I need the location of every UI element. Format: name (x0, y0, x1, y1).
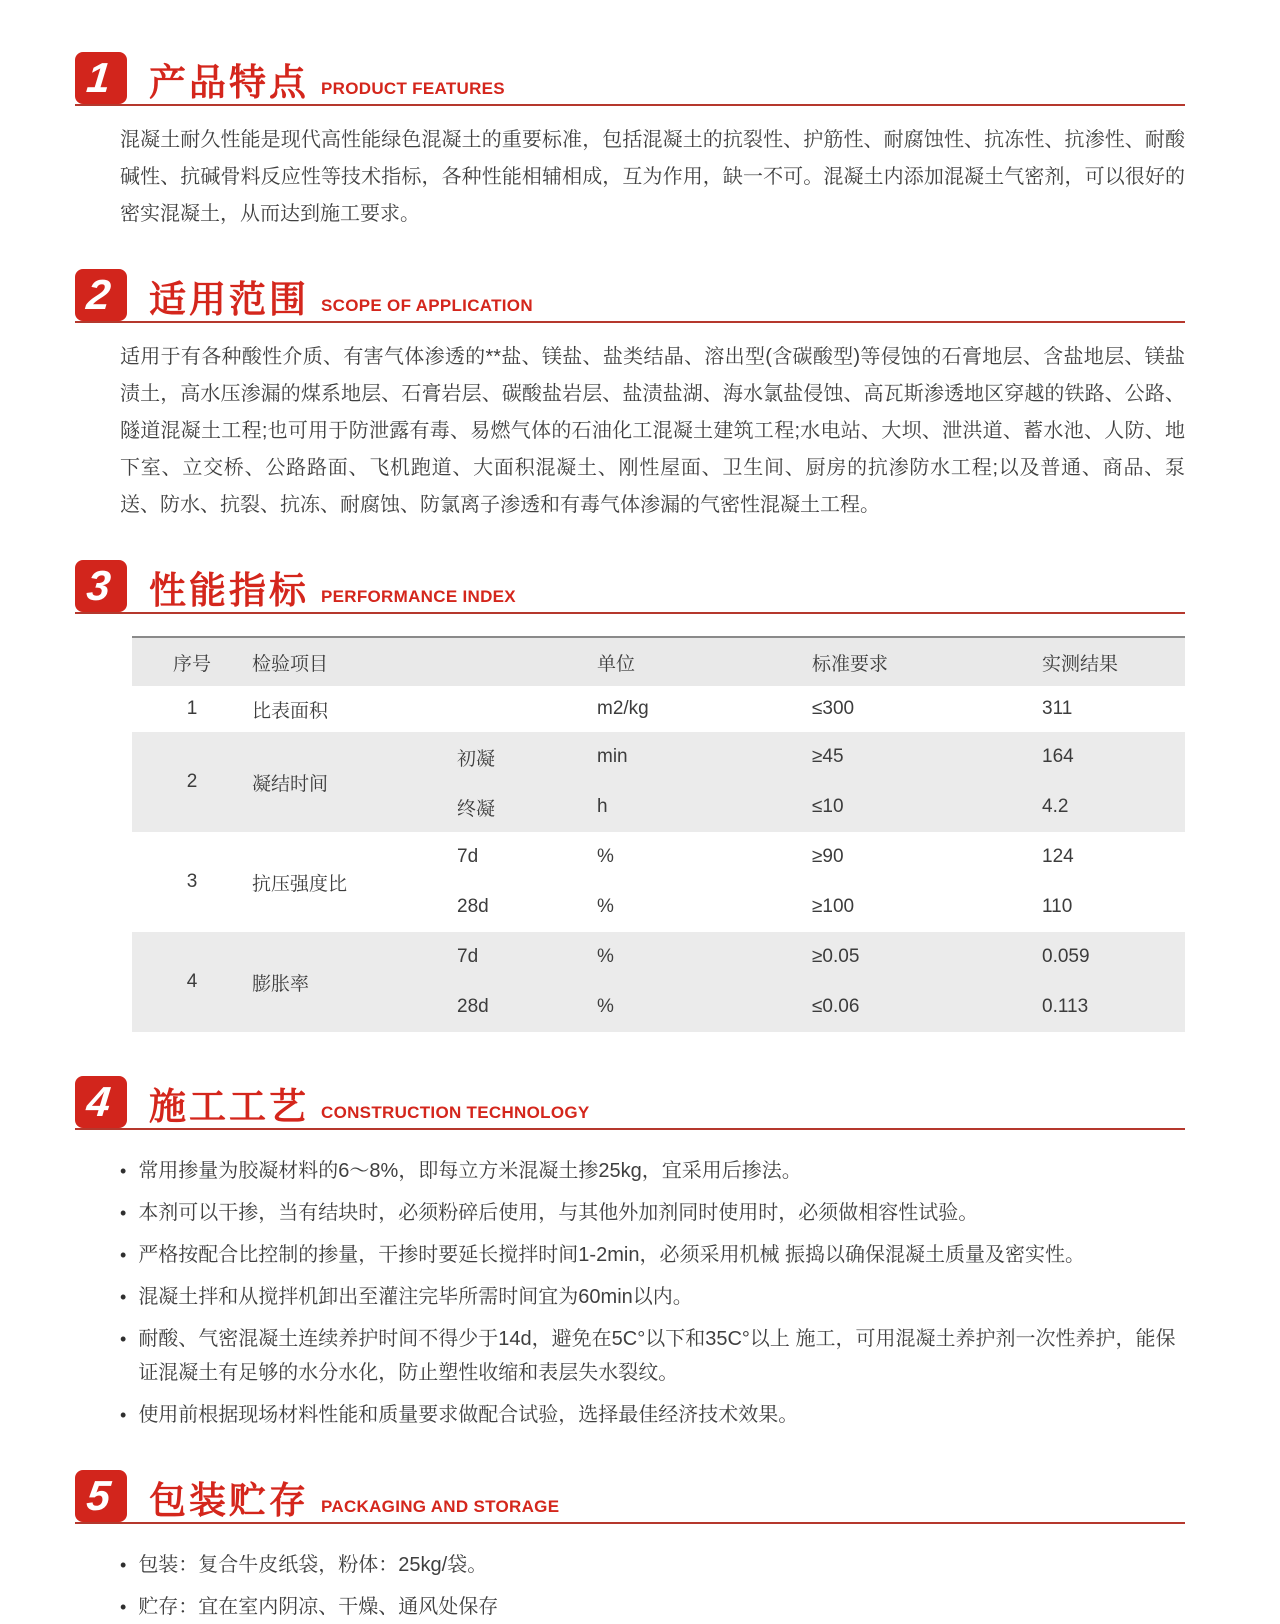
bullet-text: 本剂可以干掺，当有结块时，必须粉碎后使用，与其他外加剂同时使用时，必须做相容性试验。 (138, 1202, 979, 1224)
bullet-dot-icon: • (120, 1245, 127, 1265)
bullet-text: 贮存：宜在室内阴凉、干燥、通风处保存 (138, 1596, 499, 1618)
list-item (120, 1322, 1185, 1390)
section-number-badge (75, 269, 127, 321)
section-title-en: PACKAGING AND STORAGE (321, 1497, 560, 1516)
section-performance-index (75, 560, 1185, 1032)
table-cell: m2/kg (597, 698, 649, 719)
table-cell: 110 (1042, 896, 1073, 917)
section-title-en: PERFORMANCE INDEX (321, 587, 516, 606)
section-title-zh: 产品特点 (149, 62, 309, 103)
table-cell: 0.113 (1042, 996, 1089, 1017)
section-number: 4 (84, 1078, 114, 1125)
table-cell: % (597, 996, 614, 1017)
bullet-text: 混凝土拌和从搅拌机卸出至灌注完毕所需时间宜为60min以内。 (138, 1286, 693, 1308)
section-number: 1 (84, 54, 114, 101)
table-header-req: 标准要求 (812, 653, 889, 675)
table-row (132, 932, 1185, 1032)
performance-table (132, 636, 1185, 1032)
bullet-dot-icon: • (120, 1555, 127, 1575)
performance-table-rows (132, 686, 1185, 1032)
table-cell: min (597, 746, 628, 767)
table-header-item: 检验项目 (252, 653, 329, 675)
section-number: 2 (84, 271, 114, 318)
list-item (120, 1196, 1185, 1230)
table-cell: ≥0.05 (812, 946, 860, 967)
section-5-header (75, 1470, 1185, 1524)
table-cell: 164 (1042, 746, 1074, 767)
table-cell: 28d (457, 996, 489, 1017)
section-scope-of-application (75, 269, 1185, 524)
bullet-text: 常用掺量为胶凝材料的6～8%，即每立方米混凝土掺25kg，宜采用后掺法。 (138, 1160, 802, 1182)
table-cell: ≤10 (812, 796, 844, 817)
section-2-header (75, 269, 1185, 323)
section-number: 3 (84, 562, 114, 609)
section-title-zh: 包装贮存 (149, 1480, 309, 1521)
section-3-header (75, 560, 1185, 614)
table-cell: h (597, 796, 608, 817)
bullet-dot-icon: • (120, 1329, 127, 1349)
table-cell: 0.059 (1042, 946, 1090, 967)
bullet-dot-icon: • (120, 1597, 127, 1617)
table-cell: ≥90 (812, 846, 844, 867)
table-cell: ≥45 (812, 746, 844, 767)
section-1-paragraph: 混凝土耐久性能是现代高性能绿色混凝土的重要标准，包括混凝土的抗裂性、护筋性、耐腐蚀性、抗冻性、抗渗性、耐酸碱性、抗碱骨料反应性等技术指标，各种性能相辅相成，互为作用，缺一不可。混凝土内添加混凝土气密剂，可以很好的密实混凝土，从而达到施工要求。 (120, 129, 1185, 225)
table-cell: 311 (1042, 698, 1073, 719)
list-item (120, 1548, 1185, 1582)
table-header-unit: 单位 (597, 653, 636, 675)
table-header-row (132, 638, 1185, 686)
table-cell: ≥100 (812, 896, 855, 917)
section-title-en: PRODUCT FEATURES (321, 79, 505, 98)
bullet-dot-icon: • (120, 1405, 127, 1425)
table-cell: 4 (186, 971, 198, 992)
table-cell: 1 (186, 698, 198, 719)
table-row (132, 832, 1185, 932)
section-title-en: CONSTRUCTION TECHNOLOGY (321, 1103, 590, 1122)
bullet-text: 严格按配合比控制的掺量，干掺时要延长搅拌时间1-2min，必须采用机械 振捣以确保混凝土质量及密实性。 (138, 1244, 1086, 1266)
table-cell: 初凝 (457, 748, 496, 770)
list-item (120, 1154, 1185, 1188)
table-row (132, 686, 1185, 732)
table-cell: ≤300 (812, 698, 855, 719)
table-cell: % (597, 946, 614, 967)
construction-bullet-list (120, 1154, 1185, 1432)
section-2-paragraph: 适用于有各种酸性介质、有害气体渗透的**盐、镁盐、盐类结晶、溶出型(含碳酸型)等侵蚀的石膏地层、含盐地层、镁盐渍土，高水压渗漏的煤系地层、石膏岩层、碳酸盐岩层、盐渍盐湖、海水氯盐侵蚀、高瓦斯渗透地区穿越的铁路、公路、隧道混凝土工程;也可用于防泄露有毒、易燃气体的石油化工混凝土建筑工程;水电站、大坝、泄洪道、蓄水池、人防、地下室、立交桥、公路路面、飞机跑道、大面积混凝土、刚性屋面、卫生间、厨房的抗渗防水工程;以及普通、商品、泵送、防水、抗裂、抗冻、耐腐蚀、防氯离子渗透和有毒气体渗漏的气密性混凝土工程。 (120, 346, 1185, 516)
bullet-dot-icon: • (120, 1203, 127, 1223)
section-construction-technology (75, 1076, 1185, 1432)
table-cell: 膨胀率 (252, 973, 310, 995)
bullet-dot-icon: • (120, 1161, 127, 1181)
section-number-badge (75, 1076, 127, 1128)
list-item (120, 1398, 1185, 1432)
bullet-text: 包装：复合牛皮纸袋，粉体：25kg/袋。 (138, 1554, 488, 1576)
list-item (120, 1238, 1185, 1272)
section-title-zh: 适用范围 (149, 279, 309, 320)
section-product-features (75, 52, 1185, 233)
section-title-zh: 施工工艺 (149, 1086, 309, 1127)
table-cell: 3 (186, 871, 198, 892)
section-packaging-and-storage (75, 1470, 1185, 1624)
bullet-text: 使用前根据现场材料性能和质量要求做配合试验，选择最佳经济技术效果。 (138, 1404, 799, 1426)
table-header-res: 实测结果 (1042, 653, 1119, 675)
section-number: 5 (84, 1472, 114, 1519)
table-row (132, 732, 1185, 832)
table-cell: 28d (457, 896, 489, 917)
table-cell: % (597, 896, 614, 917)
section-title-en: SCOPE OF APPLICATION (321, 296, 533, 315)
table-cell: 抗压强度比 (252, 873, 348, 895)
table-cell: 7d (457, 846, 479, 867)
table-cell: 2 (186, 771, 198, 792)
table-header-no: 序号 (172, 653, 211, 675)
table-cell: ≤0.06 (812, 996, 860, 1017)
table-cell: 7d (457, 946, 479, 967)
bullet-text: 耐酸、气密混凝土连续养护时间不得少于14d，避免在5C°以下和35C°以上 施工，可用混凝土养护剂一次性养护，能保证混凝土有足够的水分水化，防止塑性收缩和表层失水裂纹。 (138, 1328, 1176, 1384)
section-number-badge (75, 1470, 127, 1522)
table-cell: % (597, 846, 614, 867)
bullet-dot-icon: • (120, 1287, 127, 1307)
table-cell: 124 (1042, 846, 1074, 867)
table-cell: 比表面积 (252, 700, 329, 722)
section-number-badge (75, 52, 127, 104)
table-cell: 4.2 (1042, 796, 1069, 817)
table-cell: 凝结时间 (252, 773, 329, 795)
section-1-header (75, 52, 1185, 106)
packaging-bullet-list (120, 1548, 1185, 1624)
list-item (120, 1590, 1185, 1624)
list-item (120, 1280, 1185, 1314)
table-cell: 终凝 (457, 798, 496, 820)
section-title-zh: 性能指标 (149, 570, 309, 611)
section-4-header (75, 1076, 1185, 1130)
section-number-badge (75, 560, 127, 612)
